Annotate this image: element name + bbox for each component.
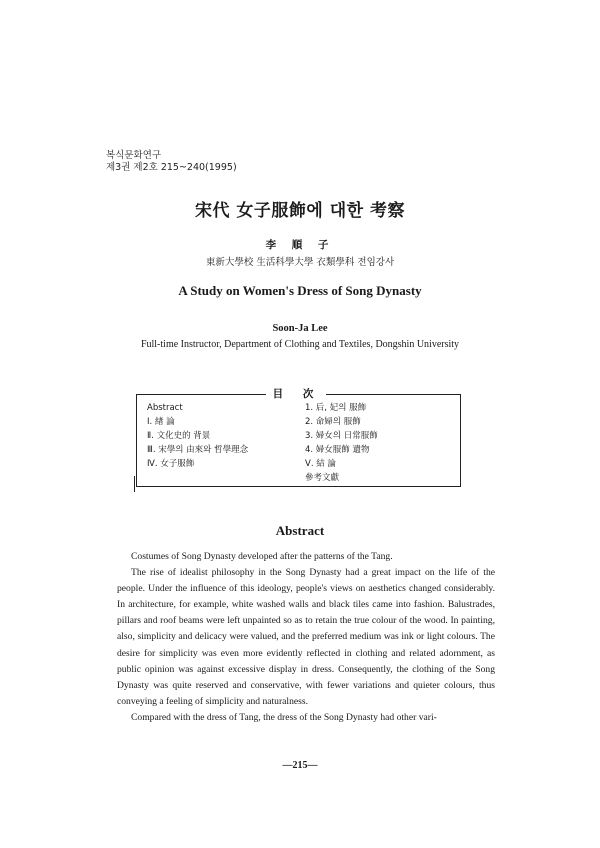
abstract-heading: Abstract (275, 523, 325, 538)
toc-item[interactable]: 3. 婦女의 日常服飾 (305, 431, 378, 441)
toc-item[interactable]: 1. 后, 妃의 服飾 (305, 403, 367, 413)
toc-item[interactable]: Ⅲ. 宋學의 由來와 哲學理念 (147, 445, 249, 455)
author-korean: 李 順 子 (265, 239, 335, 251)
toc-item[interactable]: Ⅰ. 緖 論 (147, 417, 175, 427)
toc-item[interactable]: Ⅳ. 女子服飾 (147, 459, 195, 469)
affiliation-korean: 東新大學校 生活科學大學 衣類學科 전임강사 (205, 257, 395, 268)
abstract-paragraph: Compared with the dress of Tang, the dress of the Song Dynasty had other vari- (131, 711, 437, 723)
toc-item[interactable]: Ⅴ. 結 論 (305, 459, 336, 469)
toc-heading: 目 次 (272, 388, 322, 400)
affiliation-english: Full-time Instructor, Department of Clothing and Textiles, Dongshin University (140, 339, 460, 350)
title-korean: 宋代 女子服飾에 대한 考察 (194, 201, 406, 221)
toc-item[interactable]: 2. 命婦의 服飾 (305, 417, 361, 427)
toc-item[interactable]: Ⅱ. 文化史的 背景 (147, 431, 211, 441)
journal-name: 복식문화연구 (106, 150, 162, 161)
title-english: A Study on Women's Dress of Song Dynasty (178, 283, 422, 298)
abstract-paragraph: Costumes of Song Dynasty developed after the patterns of the Tang. (131, 551, 393, 562)
toc-item[interactable]: Abstract (147, 403, 183, 413)
toc-item[interactable]: 4. 婦女服飾 遺物 (305, 445, 370, 455)
journal-volume: 제3권 제2호 215~240(1995) (106, 162, 237, 173)
page-number: —215— (282, 760, 318, 771)
toc-item[interactable]: 參考文獻 (305, 473, 340, 483)
author-english: Soon-Ja Lee (272, 323, 328, 334)
abstract-paragraph: The rise of idealist philosophy in the Song Dynasty had a great impact on the life of the people. Under the influence of this ideology, people's views on aesthetics changed considerably. In architecture, for example, white washed walls and black tiles came into fashion. Balustrades, pillars and roof beams were left unpainted so as to retain the true colour of the wood. In painting, also, simplicity and delicacy were valued, and the preferred medium was ink or light colours. The desire for simplicity was even more evidently reflected in clothing and related adornment, as public opinion was against excessive display in dress. Consequently, the clothing of the Song Dynasty was quite reserved and conservative, with fewer variations and quieter colours, thus conveying a feeling of simplicity and naturalness. (117, 567, 495, 707)
toc-right-column (305, 401, 378, 485)
journal-info (106, 150, 237, 174)
toc-left-column (147, 401, 248, 471)
abstract-body (117, 549, 495, 726)
toc-border-tick (134, 476, 135, 492)
